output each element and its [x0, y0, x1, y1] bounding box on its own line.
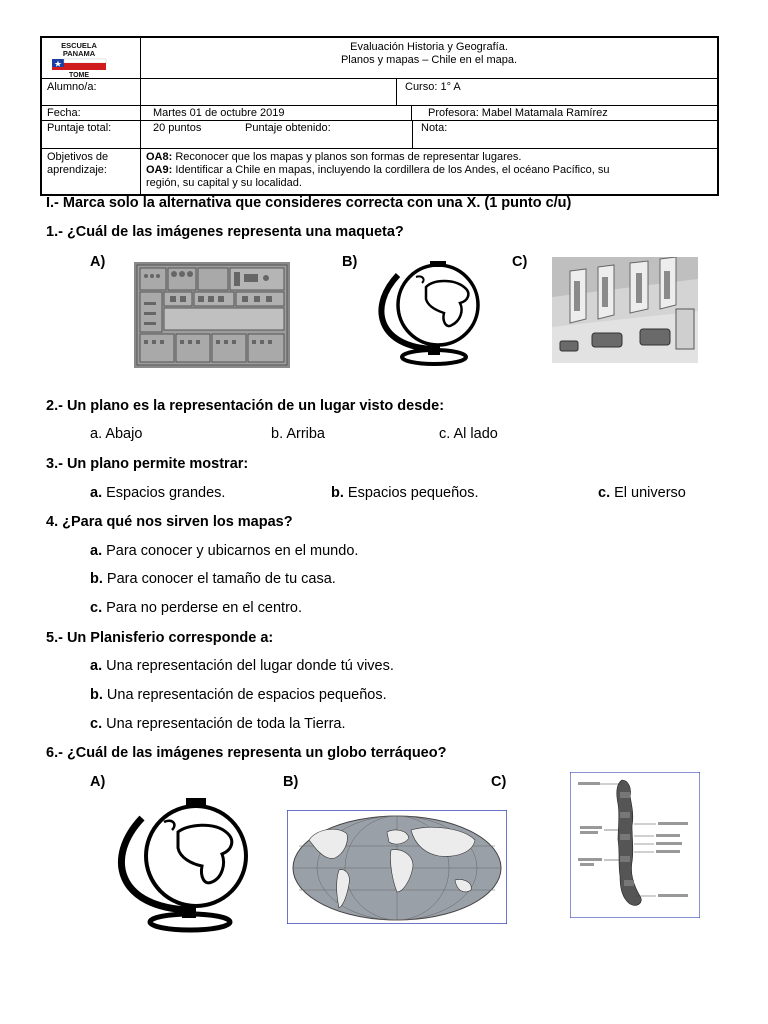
q5-option-a-text: Una representación del lugar donde tú vives.	[102, 658, 394, 674]
oa9-code: OA9:	[146, 164, 173, 176]
school-logo	[46, 40, 112, 78]
q3-option-a-text: Espacios grandes.	[102, 485, 226, 501]
section-title: I.- Marca solo la alternativa que consideres correcta con una X. (1 punto c/u)	[46, 195, 572, 211]
chile-map-image[interactable]	[570, 772, 700, 918]
q2-option-b[interactable]: b. Arriba	[271, 426, 325, 442]
puntaje-obtenido-label: Puntaje obtenido:	[245, 122, 331, 134]
world-map-image[interactable]	[287, 810, 507, 924]
fecha-label-cell	[41, 105, 141, 121]
oa9-text-1: Identificar a Chile en mapas, incluyendo la cordillera de los Andes, el océano Pacífico, su	[172, 164, 610, 176]
q2-option-c[interactable]: c. Al lado	[439, 426, 498, 442]
q5-option-a-letter: a.	[90, 658, 103, 674]
floor-plan-image[interactable]	[134, 262, 290, 368]
fecha-value-cell	[140, 105, 412, 121]
question-1: 1.- ¿Cuál de las imágenes representa una maqueta?	[46, 224, 404, 240]
q6-label-c[interactable]: C)	[491, 774, 507, 790]
q1-label-b[interactable]: B)	[342, 254, 358, 270]
q5-option-b-letter: b.	[90, 687, 103, 703]
logo-text-tome: TOME	[68, 72, 90, 78]
q3-option-a-letter: a.	[90, 485, 103, 501]
q5-option-a[interactable]	[90, 658, 394, 674]
objetivos-label-cell	[41, 148, 141, 195]
question-4: 4. ¿Para qué nos sirven los mapas?	[46, 514, 293, 530]
fecha-label: Fecha:	[47, 107, 81, 119]
objetivos-label-2: aprendizaje:	[47, 164, 107, 176]
puntaje-total-value: 20 puntos	[153, 122, 202, 134]
q4-option-c-letter: c.	[90, 600, 103, 616]
q3-option-b-letter: b.	[331, 485, 344, 501]
q5-option-c-text: Una representación de toda la Tierra.	[102, 716, 346, 732]
oa8-code: OA8:	[146, 151, 173, 163]
q4-option-b[interactable]	[90, 571, 336, 587]
profesora-cell	[411, 105, 718, 121]
question-3: 3.- Un plano permite mostrar:	[46, 456, 249, 472]
q4-option-a-text: Para conocer y ubicarnos en el mundo.	[102, 543, 359, 559]
fecha-value: Martes 01 de octubre 2019	[153, 107, 285, 119]
title-cell	[140, 37, 718, 79]
q5-option-b-text: Una representación de espacios pequeños.	[102, 687, 387, 703]
q4-option-a-letter: a.	[90, 543, 103, 559]
question-2: 2.- Un plano es la representación de un lugar visto desde:	[46, 398, 445, 414]
q3-option-c[interactable]	[598, 485, 686, 501]
q4-option-b-text: Para conocer el tamaño de tu casa.	[102, 571, 336, 587]
q4-option-c[interactable]	[90, 600, 302, 616]
puntaje-values-cell	[140, 120, 413, 149]
globe-drawing-image-2[interactable]	[104, 796, 264, 936]
maqueta-image[interactable]	[552, 257, 698, 363]
q4-option-b-letter: b.	[90, 571, 103, 587]
q3-option-b-text: Espacios pequeños.	[343, 485, 479, 501]
question-6: 6.- ¿Cuál de las imágenes representa un globo terráqueo?	[46, 745, 447, 761]
q5-option-b[interactable]	[90, 687, 387, 703]
q3-option-c-text: El universo	[610, 485, 686, 501]
alumno-value-cell[interactable]	[140, 78, 397, 106]
q3-option-a[interactable]	[90, 485, 225, 501]
oa9-line-2: región, su capital y su localidad.	[146, 177, 302, 189]
curso-cell	[396, 78, 718, 106]
profesora-text: Profesora: Mabel Matamala Ramírez	[428, 107, 608, 119]
q6-label-a[interactable]: A)	[90, 774, 106, 790]
q4-option-c-text: Para no perderse en el centro.	[102, 600, 302, 616]
nota-cell	[412, 120, 718, 149]
curso-label: Curso: 1° A	[405, 81, 461, 93]
globe-drawing-image[interactable]	[368, 257, 492, 369]
objetivos-label-1: Objetivos de	[47, 151, 109, 163]
logo-text-panama: PANAMA	[62, 49, 96, 58]
oa9-line	[146, 164, 712, 177]
q4-option-a[interactable]	[90, 543, 358, 559]
logo-cell	[41, 37, 141, 79]
objetivos-text-cell	[140, 148, 718, 195]
q5-option-c-letter: c.	[90, 716, 103, 732]
nota-label: Nota:	[421, 122, 448, 134]
header-table	[40, 36, 719, 196]
alumno-cell	[41, 78, 141, 106]
question-5: 5.- Un Planisferio corresponde a:	[46, 630, 274, 646]
q1-label-a[interactable]: A)	[90, 254, 106, 270]
oa8-line	[146, 151, 712, 164]
alumno-label: Alumno/a:	[47, 81, 97, 93]
q6-label-b[interactable]: B)	[283, 774, 299, 790]
oa8-text: Reconocer que los mapas y planos son formas de representar lugares.	[172, 151, 522, 163]
logo-text-escuela: ESCUELA	[61, 41, 97, 50]
q2-option-a[interactable]: a. Abajo	[90, 426, 143, 442]
title-line-2: Planos y mapas – Chile en el mapa.	[340, 54, 518, 66]
puntaje-total-label-cell	[41, 120, 141, 149]
q3-option-c-letter: c.	[598, 485, 611, 501]
puntaje-total-label: Puntaje total:	[47, 122, 112, 134]
title-line-1: Evaluación Historia y Geografía.	[350, 41, 508, 53]
q1-label-c[interactable]: C)	[512, 254, 528, 270]
q5-option-c[interactable]	[90, 716, 346, 732]
q3-option-b[interactable]	[331, 485, 479, 501]
